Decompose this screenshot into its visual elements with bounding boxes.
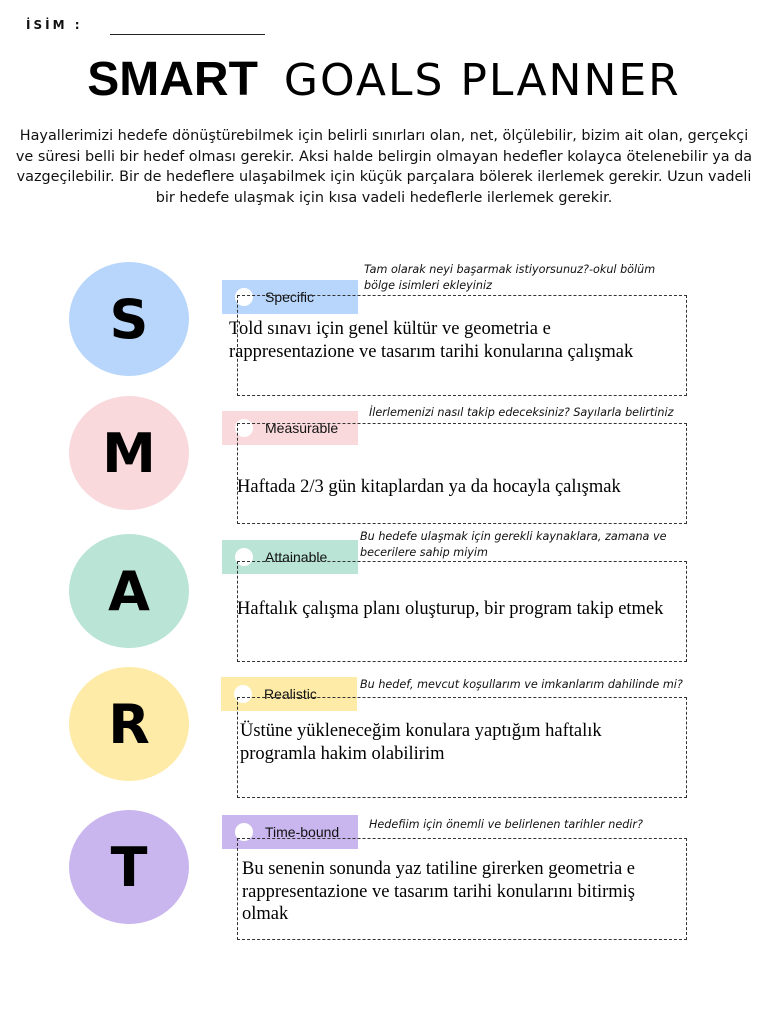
answer-measurable: Haftada 2/3 gün kitaplardan ya da hocayla çalışmak xyxy=(237,477,621,497)
hint-specific-line1: Tam olarak neyi başarmak istiyorsunuz?-okul bölüm xyxy=(364,263,656,276)
hint-attainable-line2: becerilere sahip miyim xyxy=(360,546,488,559)
letter-s: S xyxy=(109,287,149,351)
letter-circle-a xyxy=(69,534,189,648)
tag-time-bound-label: Time-bound xyxy=(265,824,340,840)
tag-attainable-label: Attainable xyxy=(265,549,328,565)
letter-circle-s xyxy=(69,262,189,376)
letter-circle-t xyxy=(69,810,189,924)
title-goals-planner: GOALS PLANNER xyxy=(283,55,681,106)
answer-attainable: Haftalık çalışma planı oluşturup, bir program takip etmek xyxy=(237,599,664,619)
letter-circle-m xyxy=(69,396,189,510)
letter-m: M xyxy=(102,421,156,485)
name-field-line[interactable] xyxy=(110,34,265,35)
answer-realistic: Üstüne yükleneceğim konulara yaptığım haftalık programla hakim olabilirim xyxy=(240,721,602,764)
hint-specific-line2: bölge isimleri ekleyiniz xyxy=(364,279,492,292)
page-title xyxy=(0,52,768,107)
tag-realistic-label: Realistic xyxy=(264,686,317,702)
hint-time-bound xyxy=(369,817,643,833)
hint-measurable xyxy=(369,405,673,421)
answer-box-measurable[interactable] xyxy=(237,423,687,524)
answer-specific: Told sınavı için genel kültür ve geometria e rappresentazione ve tasarım tarihi konularına çalışmak xyxy=(229,319,634,362)
tag-specific-label: Specific xyxy=(265,289,315,305)
name-label: İSİM : xyxy=(26,18,83,32)
letter-circle-r xyxy=(69,667,189,781)
hint-specific xyxy=(364,262,655,294)
hint-attainable xyxy=(360,529,666,561)
title-smart: SMART xyxy=(87,53,258,106)
hint-attainable-line1: Bu hedefe ulaşmak için gerekli kaynaklara, zamana ve xyxy=(360,530,667,543)
hint-realistic-line1: Bu hedef, mevcut koşullarım ve imkanlarım dahilinde mi? xyxy=(360,678,683,691)
hint-time-bound-line1: Hedefiim için önemli ve belirlenen tarihler nedir? xyxy=(369,818,643,831)
letter-t: T xyxy=(110,835,148,899)
tag-measurable-label: Measurable xyxy=(265,420,339,436)
hint-realistic xyxy=(360,677,683,693)
letter-a: A xyxy=(108,559,150,623)
answer-time-bound: Bu senenin sonunda yaz tatiline girerken geometria e rappresentazione ve tasarım tarihi konularını bitirmiş olmak xyxy=(242,859,635,924)
letter-r: R xyxy=(108,692,150,756)
hint-measurable-line1: İlerlemenizi nasıl takip edeceksiniz? Sayılarla belirtiniz xyxy=(369,406,674,419)
intro-paragraph: Hayallerimizi hedefe dönüştürebilmek için belirli sınırları olan, net, ölçülebilir, bizim ait olan, gerçekçi ve süresi belli bir hedef olması gerekir. Aksi halde belirgin olmayan hedefler kolayca ötelenebilir ya da vazgeçilebilir. Bir de hedeflere ulaşabilmek için küçük parçalara bölerek ilerlemek gerekir. Uzun vadeli bir hedefe ulaşmak için kısa vadeli hedeflerle ilerlemek gerekir. xyxy=(15,128,753,206)
